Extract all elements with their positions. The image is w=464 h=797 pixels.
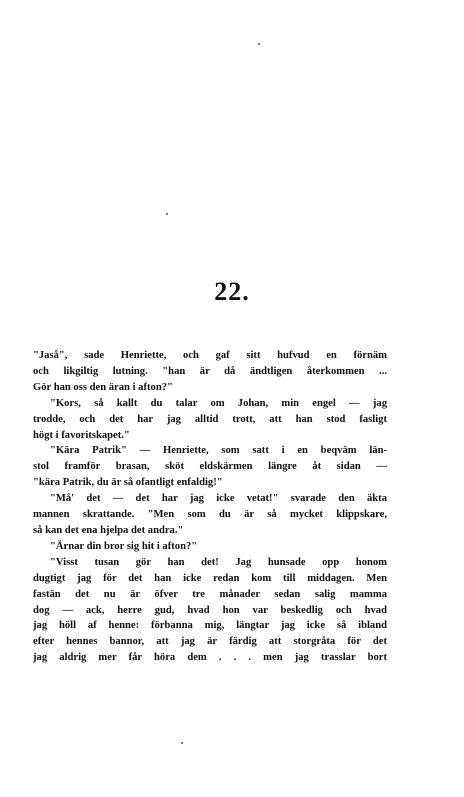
paragraph bbox=[33, 396, 387, 444]
text-line: "Kära Patrik" — Henriette, som satt i en beqväm län- bbox=[50, 445, 387, 457]
text-line: "Må' det — det har jag icke vetat!" svarade den äkta bbox=[50, 493, 387, 505]
paragraph bbox=[33, 443, 387, 491]
text-line: dugtigt jag för det han icke redan kom till middagen. Men bbox=[33, 572, 387, 584]
text-line: jag höll af henne: förbanna mig, längtar jag icke så ibland bbox=[33, 620, 387, 632]
paragraph bbox=[33, 555, 387, 666]
text-line: stol framför brasan, sköt eldskärmen längre åt sidan — bbox=[33, 461, 387, 473]
text-line: dog — ack, herre gud, hvad hon var beskedlig och hvad bbox=[33, 604, 387, 616]
text-line: trodde, och det har jag alltid trott, att han stod fasligt bbox=[33, 413, 387, 425]
text-line: mannen skrattande. "Men som du är så mycket klippskare, bbox=[33, 509, 387, 521]
text-line: efter hennes bannor, att jag är färdig att storgråta för det bbox=[33, 636, 387, 648]
print-speck bbox=[258, 43, 260, 45]
paragraph bbox=[33, 491, 387, 539]
chapter-number: 22. bbox=[214, 277, 250, 306]
text-line: fastän det nu är öfver tre månader sedan salig mamma bbox=[33, 588, 387, 600]
text-line: "Kors, så kallt du talar om Johan, min engel — jag bbox=[50, 397, 387, 409]
text-line: "kära Patrik, du är så ofantligt enfaldig!" bbox=[33, 477, 223, 489]
text-line: Gör han oss den äran i afton?" bbox=[33, 381, 173, 393]
text-line: "Jaså", sade Henriette, och gaf sitt hufvud en förnäm bbox=[33, 350, 387, 361]
paragraph bbox=[33, 348, 387, 396]
text-line: högt i favoritskapet." bbox=[33, 429, 130, 441]
text-line: "Ärnar din bror sig hit i afton?" bbox=[50, 540, 198, 552]
text-line: jag aldrig mer får höra dem . . . men jag trasslar bort bbox=[33, 652, 387, 664]
print-speck bbox=[166, 213, 168, 215]
print-speck bbox=[181, 742, 183, 744]
text-line: och likgiltig lutning. "han är då ändtligen återkommen ... bbox=[33, 365, 387, 377]
body-text bbox=[33, 348, 387, 666]
paragraph bbox=[33, 539, 387, 555]
text-line: så kan det ena hjelpa det andra." bbox=[33, 524, 184, 536]
text-line: "Visst tusan gör han det! Jag hunsade opp honom bbox=[50, 556, 387, 568]
